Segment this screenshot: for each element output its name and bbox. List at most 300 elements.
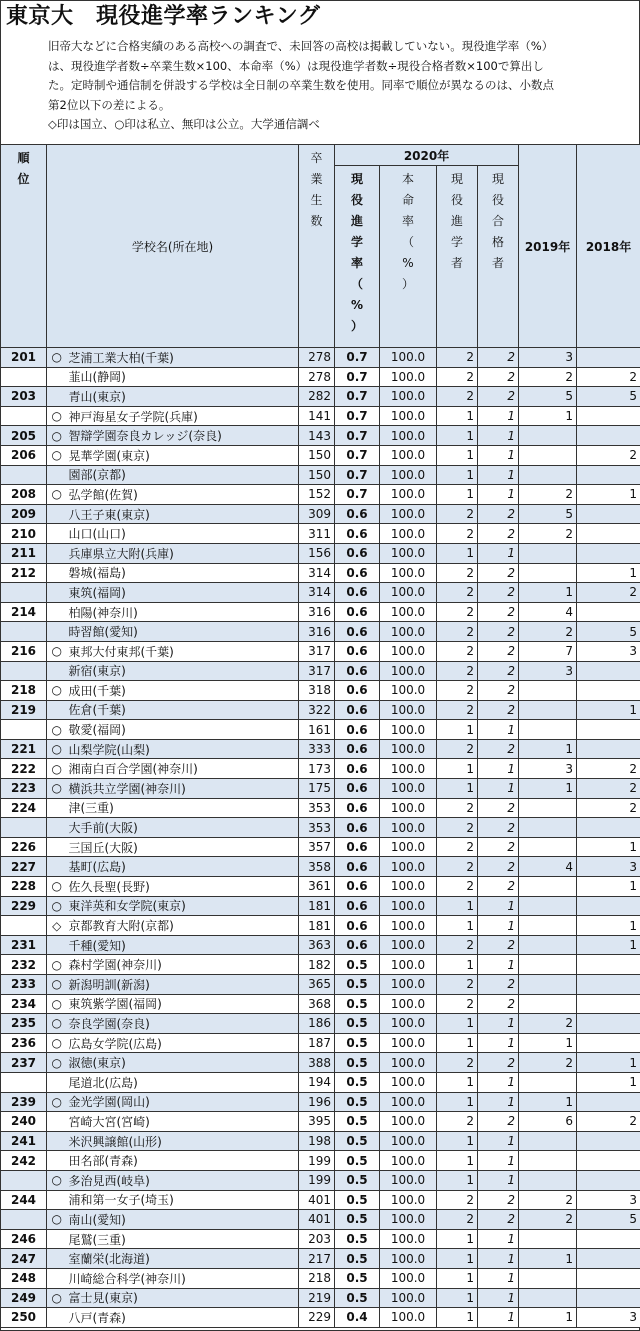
rank-cell: 218 xyxy=(1,681,47,701)
enrolled-cell: 2 xyxy=(437,348,478,368)
table-row xyxy=(1,877,640,897)
y2019-cell xyxy=(519,798,577,818)
honmei-cell: 100.0 xyxy=(380,916,437,936)
table-row xyxy=(1,896,640,916)
rank-cell: 210 xyxy=(1,524,47,544)
graduates-cell: 199 xyxy=(299,1151,335,1171)
table-row xyxy=(1,485,640,505)
y2019-cell xyxy=(519,700,577,720)
rate-cell: 0.5 xyxy=(335,1229,380,1249)
y2019-cell: 3 xyxy=(519,348,577,368)
rate-cell: 0.7 xyxy=(335,367,380,387)
y2019-cell: 7 xyxy=(519,641,577,661)
y2018-cell: 2 xyxy=(577,445,640,465)
mark-cell: ○ xyxy=(47,445,67,465)
mark-cell: ○ xyxy=(47,739,67,759)
honmei-cell: 100.0 xyxy=(380,798,437,818)
y2018-cell xyxy=(577,661,640,681)
school-name-cell: 千種(愛知) xyxy=(67,935,299,955)
school-name-cell: 宮崎大宮(宮崎) xyxy=(67,1112,299,1132)
enrolled-cell: 1 xyxy=(437,406,478,426)
passed-cell: 2 xyxy=(478,681,519,701)
passed-cell: 2 xyxy=(478,837,519,857)
table-row xyxy=(1,583,640,603)
graduates-cell: 175 xyxy=(299,779,335,799)
rank-cell: 233 xyxy=(1,975,47,995)
rate-cell: 0.6 xyxy=(335,916,380,936)
mark-cell: ○ xyxy=(47,1014,67,1034)
honmei-cell: 100.0 xyxy=(380,1112,437,1132)
passed-cell: 1 xyxy=(478,445,519,465)
mark-cell: ○ xyxy=(47,1033,67,1053)
passed-cell: 2 xyxy=(478,602,519,622)
mark-cell: ○ xyxy=(47,1053,67,1073)
y2018-cell: 3 xyxy=(577,857,640,877)
graduates-cell: 333 xyxy=(299,739,335,759)
rate-cell: 0.5 xyxy=(335,975,380,995)
graduates-cell: 316 xyxy=(299,622,335,642)
rank-cell: 205 xyxy=(1,426,47,446)
rate-cell: 0.5 xyxy=(335,1131,380,1151)
honmei-cell: 100.0 xyxy=(380,935,437,955)
school-name-cell: 奈良学園(奈良) xyxy=(67,1014,299,1034)
honmei-cell: 100.0 xyxy=(380,720,437,740)
mark-cell xyxy=(47,1151,67,1171)
enrolled-cell: 1 xyxy=(437,1072,478,1092)
rate-cell: 0.6 xyxy=(335,681,380,701)
rate-cell: 0.5 xyxy=(335,994,380,1014)
school-name-cell: 金光学園(岡山) xyxy=(67,1092,299,1112)
rate-cell: 0.6 xyxy=(335,857,380,877)
table-row xyxy=(1,1308,640,1328)
table-row xyxy=(1,857,640,877)
mark-cell xyxy=(47,367,67,387)
enrolled-cell: 1 xyxy=(437,1092,478,1112)
mark-cell xyxy=(47,1112,67,1132)
graduates-cell: 353 xyxy=(299,798,335,818)
enrolled-cell: 2 xyxy=(437,367,478,387)
enrolled-cell: 1 xyxy=(437,445,478,465)
honmei-cell: 100.0 xyxy=(380,563,437,583)
passed-cell: 2 xyxy=(478,1112,519,1132)
mark-cell: ○ xyxy=(47,994,67,1014)
graduates-cell: 196 xyxy=(299,1092,335,1112)
y2019-cell xyxy=(519,1229,577,1249)
y2018-cell xyxy=(577,1249,640,1269)
enrolled-cell: 1 xyxy=(437,465,478,485)
mark-cell xyxy=(47,818,67,838)
y2019-cell: 1 xyxy=(519,1308,577,1328)
graduates-cell: 161 xyxy=(299,720,335,740)
header-honmei-label: 本 命 率 （ % ） xyxy=(401,172,414,291)
passed-cell: 1 xyxy=(478,1072,519,1092)
school-name-cell: 芝浦工業大柏(千葉) xyxy=(67,348,299,368)
y2018-cell: 1 xyxy=(577,877,640,897)
y2018-cell xyxy=(577,524,640,544)
mark-cell xyxy=(47,700,67,720)
rank-cell xyxy=(1,1210,47,1230)
passed-cell: 1 xyxy=(478,465,519,485)
school-name-cell: 大手前(大阪) xyxy=(67,818,299,838)
table-row xyxy=(1,700,640,720)
y2018-cell xyxy=(577,739,640,759)
rate-cell: 0.7 xyxy=(335,348,380,368)
y2018-cell: 2 xyxy=(577,583,640,603)
passed-cell: 2 xyxy=(478,524,519,544)
header-rate xyxy=(335,166,380,348)
header-passed-label: 現 役 合 格 者 xyxy=(492,172,505,270)
table-row xyxy=(1,1249,640,1269)
school-name-cell: 兵庫県立大附(兵庫) xyxy=(67,543,299,563)
passed-cell: 2 xyxy=(478,935,519,955)
graduates-cell: 357 xyxy=(299,837,335,857)
header-enrolled-label: 現 役 進 学 者 xyxy=(450,172,463,270)
y2019-cell xyxy=(519,916,577,936)
school-name-cell: 東筑紫学園(福岡) xyxy=(67,994,299,1014)
graduates-cell: 311 xyxy=(299,524,335,544)
honmei-cell: 100.0 xyxy=(380,994,437,1014)
mark-cell xyxy=(47,857,67,877)
y2019-cell: 2 xyxy=(519,1190,577,1210)
school-name-cell: 津(三重) xyxy=(67,798,299,818)
mark-cell xyxy=(47,583,67,603)
rate-cell: 0.6 xyxy=(335,622,380,642)
y2019-cell: 4 xyxy=(519,602,577,622)
rank-cell: 249 xyxy=(1,1288,47,1308)
enrolled-cell: 2 xyxy=(437,994,478,1014)
table-row xyxy=(1,641,640,661)
y2018-cell: 1 xyxy=(577,563,640,583)
y2019-cell: 5 xyxy=(519,387,577,407)
mark-cell xyxy=(47,1268,67,1288)
rate-cell: 0.7 xyxy=(335,426,380,446)
graduates-cell: 317 xyxy=(299,641,335,661)
enrolled-cell: 1 xyxy=(437,779,478,799)
y2019-cell: 2 xyxy=(519,367,577,387)
mark-cell: ○ xyxy=(47,406,67,426)
school-name-cell: 森村学園(神奈川) xyxy=(67,955,299,975)
rate-cell: 0.6 xyxy=(335,896,380,916)
school-name-cell: 韮山(静岡) xyxy=(67,367,299,387)
honmei-cell: 100.0 xyxy=(380,681,437,701)
school-name-cell: 智辯学園奈良カレッジ(奈良) xyxy=(67,426,299,446)
rank-cell xyxy=(1,583,47,603)
passed-cell: 1 xyxy=(478,1308,519,1328)
graduates-cell: 368 xyxy=(299,994,335,1014)
rate-cell: 0.6 xyxy=(335,700,380,720)
passed-cell: 1 xyxy=(478,1249,519,1269)
school-name-cell: 浦和第一女子(埼玉) xyxy=(67,1190,299,1210)
honmei-cell: 100.0 xyxy=(380,1131,437,1151)
y2019-cell xyxy=(519,720,577,740)
passed-cell: 2 xyxy=(478,700,519,720)
table-row xyxy=(1,387,640,407)
mark-cell xyxy=(47,1131,67,1151)
rate-cell: 0.5 xyxy=(335,1014,380,1034)
school-name-cell: 東洋英和女学院(東京) xyxy=(67,896,299,916)
school-name-cell: 米沢興譲館(山形) xyxy=(67,1131,299,1151)
y2019-cell: 3 xyxy=(519,661,577,681)
graduates-cell: 278 xyxy=(299,367,335,387)
honmei-cell: 100.0 xyxy=(380,857,437,877)
y2018-cell xyxy=(577,1092,640,1112)
graduates-cell: 322 xyxy=(299,700,335,720)
rate-cell: 0.5 xyxy=(335,1288,380,1308)
table-row xyxy=(1,1229,640,1249)
rank-cell: 247 xyxy=(1,1249,47,1269)
table-row xyxy=(1,543,640,563)
school-name-cell: 山梨学院(山梨) xyxy=(67,739,299,759)
rank-cell: 224 xyxy=(1,798,47,818)
y2019-cell xyxy=(519,896,577,916)
graduates-cell: 143 xyxy=(299,426,335,446)
rank-cell: 223 xyxy=(1,779,47,799)
rate-cell: 0.5 xyxy=(335,1210,380,1230)
graduates-cell: 141 xyxy=(299,406,335,426)
ranking-table xyxy=(0,144,640,1328)
rank-cell: 212 xyxy=(1,563,47,583)
school-name-cell: 南山(愛知) xyxy=(67,1210,299,1230)
rate-cell: 0.7 xyxy=(335,387,380,407)
honmei-cell: 100.0 xyxy=(380,1308,437,1328)
enrolled-cell: 2 xyxy=(437,602,478,622)
honmei-cell: 100.0 xyxy=(380,1033,437,1053)
note-line: 第2位以下の差による。 xyxy=(48,97,171,112)
page-title: 東京大 現役進学率ランキング xyxy=(6,4,321,29)
mark-cell xyxy=(47,1249,67,1269)
enrolled-cell: 2 xyxy=(437,975,478,995)
honmei-cell: 100.0 xyxy=(380,1288,437,1308)
passed-cell: 1 xyxy=(478,426,519,446)
graduates-cell: 199 xyxy=(299,1170,335,1190)
passed-cell: 2 xyxy=(478,818,519,838)
enrolled-cell: 2 xyxy=(437,739,478,759)
enrolled-cell: 2 xyxy=(437,387,478,407)
table-row xyxy=(1,779,640,799)
honmei-cell: 100.0 xyxy=(380,1229,437,1249)
rate-cell: 0.6 xyxy=(335,779,380,799)
table-row xyxy=(1,426,640,446)
table-row xyxy=(1,1112,640,1132)
table-row xyxy=(1,406,640,426)
rank-cell: 203 xyxy=(1,387,47,407)
table-row xyxy=(1,681,640,701)
y2018-cell: 1 xyxy=(577,935,640,955)
mark-cell: ○ xyxy=(47,1210,67,1230)
header-school: 学校名(所在地) xyxy=(47,145,299,348)
graduates-cell: 203 xyxy=(299,1229,335,1249)
table-row xyxy=(1,1288,640,1308)
header-honmei xyxy=(380,166,437,348)
y2018-cell xyxy=(577,1170,640,1190)
graduates-cell: 278 xyxy=(299,348,335,368)
passed-cell: 1 xyxy=(478,779,519,799)
y2019-cell: 2 xyxy=(519,524,577,544)
y2018-cell xyxy=(577,720,640,740)
passed-cell: 2 xyxy=(478,1210,519,1230)
table-row xyxy=(1,465,640,485)
graduates-cell: 314 xyxy=(299,583,335,603)
y2019-cell: 1 xyxy=(519,583,577,603)
rate-cell: 0.6 xyxy=(335,543,380,563)
y2019-cell xyxy=(519,1288,577,1308)
header-rank xyxy=(1,145,47,348)
enrolled-cell: 1 xyxy=(437,485,478,505)
honmei-cell: 100.0 xyxy=(380,1053,437,1073)
graduates-cell: 363 xyxy=(299,935,335,955)
note-line: ◇印は国立、○印は私立、無印は公立。大学通信調べ xyxy=(48,117,320,131)
rank-cell: 206 xyxy=(1,445,47,465)
table-row xyxy=(1,935,640,955)
header-enrolled xyxy=(437,166,478,348)
passed-cell: 1 xyxy=(478,916,519,936)
table-row xyxy=(1,661,640,681)
enrolled-cell: 1 xyxy=(437,1170,478,1190)
rank-cell: 232 xyxy=(1,955,47,975)
enrolled-cell: 1 xyxy=(437,426,478,446)
school-name-cell: 三国丘(大阪) xyxy=(67,837,299,857)
y2018-cell: 3 xyxy=(577,641,640,661)
school-name-cell: 淑徳(東京) xyxy=(67,1053,299,1073)
rank-cell xyxy=(1,916,47,936)
y2019-cell: 1 xyxy=(519,739,577,759)
y2018-cell xyxy=(577,1288,640,1308)
passed-cell: 2 xyxy=(478,975,519,995)
table-row xyxy=(1,1210,640,1230)
table-row xyxy=(1,975,640,995)
enrolled-cell: 2 xyxy=(437,641,478,661)
y2018-cell: 5 xyxy=(577,1210,640,1230)
rate-cell: 0.6 xyxy=(335,720,380,740)
school-name-cell: 弘学館(佐賀) xyxy=(67,485,299,505)
table-row xyxy=(1,367,640,387)
rank-cell xyxy=(1,720,47,740)
table-row xyxy=(1,348,640,368)
rate-cell: 0.6 xyxy=(335,837,380,857)
enrolled-cell: 2 xyxy=(437,661,478,681)
mark-cell xyxy=(47,935,67,955)
honmei-cell: 100.0 xyxy=(380,1210,437,1230)
table-row xyxy=(1,818,640,838)
y2019-cell: 2 xyxy=(519,622,577,642)
y2018-cell xyxy=(577,348,640,368)
mark-cell: ○ xyxy=(47,975,67,995)
enrolled-cell: 1 xyxy=(437,1268,478,1288)
rank-cell: 240 xyxy=(1,1112,47,1132)
passed-cell: 2 xyxy=(478,387,519,407)
passed-cell: 2 xyxy=(478,798,519,818)
rank-cell xyxy=(1,622,47,642)
y2018-cell xyxy=(577,896,640,916)
school-name-cell: 京都教育大附(京都) xyxy=(67,916,299,936)
y2018-cell xyxy=(577,1014,640,1034)
passed-cell: 2 xyxy=(478,877,519,897)
graduates-cell: 361 xyxy=(299,877,335,897)
table-row xyxy=(1,1151,640,1171)
graduates-cell: 218 xyxy=(299,1268,335,1288)
honmei-cell: 100.0 xyxy=(380,485,437,505)
table-row xyxy=(1,445,640,465)
passed-cell: 2 xyxy=(478,739,519,759)
table-row xyxy=(1,1014,640,1034)
mark-cell xyxy=(47,1308,67,1328)
passed-cell: 1 xyxy=(478,485,519,505)
honmei-cell: 100.0 xyxy=(380,818,437,838)
mark-cell xyxy=(47,1190,67,1210)
table-body xyxy=(1,348,640,1328)
y2018-cell: 1 xyxy=(577,1053,640,1073)
passed-cell: 1 xyxy=(478,896,519,916)
rank-cell: 239 xyxy=(1,1092,47,1112)
honmei-cell: 100.0 xyxy=(380,465,437,485)
honmei-cell: 100.0 xyxy=(380,445,437,465)
enrolled-cell: 1 xyxy=(437,1131,478,1151)
mark-cell xyxy=(47,837,67,857)
header-2020: 2020年 xyxy=(335,145,519,166)
mark-cell xyxy=(47,563,67,583)
honmei-cell: 100.0 xyxy=(380,759,437,779)
mark-cell: ○ xyxy=(47,426,67,446)
enrolled-cell: 2 xyxy=(437,837,478,857)
y2018-cell xyxy=(577,994,640,1014)
rate-cell: 0.5 xyxy=(335,1033,380,1053)
table-row xyxy=(1,602,640,622)
table-row xyxy=(1,1033,640,1053)
mark-cell: ○ xyxy=(47,759,67,779)
y2018-cell: 2 xyxy=(577,759,640,779)
school-name-cell: 川崎総合科学(神奈川) xyxy=(67,1268,299,1288)
rate-cell: 0.6 xyxy=(335,877,380,897)
rate-cell: 0.5 xyxy=(335,1092,380,1112)
passed-cell: 2 xyxy=(478,367,519,387)
rate-cell: 0.6 xyxy=(335,818,380,838)
note-line: た。定時制や通信制を併設する学校は全日制の卒業生数を使用。同率で順位が異なるのは、小数点 xyxy=(48,78,554,92)
school-name-cell: 神戸海星女子学院(兵庫) xyxy=(67,406,299,426)
honmei-cell: 100.0 xyxy=(380,877,437,897)
mark-cell xyxy=(47,465,67,485)
mark-cell xyxy=(47,798,67,818)
passed-cell: 2 xyxy=(478,641,519,661)
school-name-cell: 基町(広島) xyxy=(67,857,299,877)
rate-cell: 0.5 xyxy=(335,1268,380,1288)
rank-cell: 248 xyxy=(1,1268,47,1288)
table-row xyxy=(1,1131,640,1151)
rate-cell: 0.5 xyxy=(335,1190,380,1210)
enrolled-cell: 2 xyxy=(437,935,478,955)
school-name-cell: 磐城(福島) xyxy=(67,563,299,583)
honmei-cell: 100.0 xyxy=(380,837,437,857)
school-name-cell: 尾道北(広島) xyxy=(67,1072,299,1092)
rank-cell xyxy=(1,818,47,838)
school-name-cell: 八王子東(東京) xyxy=(67,504,299,524)
rate-cell: 0.5 xyxy=(335,1072,380,1092)
mark-cell: ○ xyxy=(47,1170,67,1190)
honmei-cell: 100.0 xyxy=(380,1151,437,1171)
graduates-cell: 401 xyxy=(299,1190,335,1210)
y2019-cell xyxy=(519,935,577,955)
rank-cell xyxy=(1,465,47,485)
honmei-cell: 100.0 xyxy=(380,426,437,446)
y2019-cell: 2 xyxy=(519,1210,577,1230)
table-row xyxy=(1,1190,640,1210)
enrolled-cell: 1 xyxy=(437,1229,478,1249)
y2019-cell xyxy=(519,445,577,465)
passed-cell: 1 xyxy=(478,1092,519,1112)
table-row xyxy=(1,1268,640,1288)
honmei-cell: 100.0 xyxy=(380,1190,437,1210)
graduates-cell: 152 xyxy=(299,485,335,505)
table-row xyxy=(1,1053,640,1073)
